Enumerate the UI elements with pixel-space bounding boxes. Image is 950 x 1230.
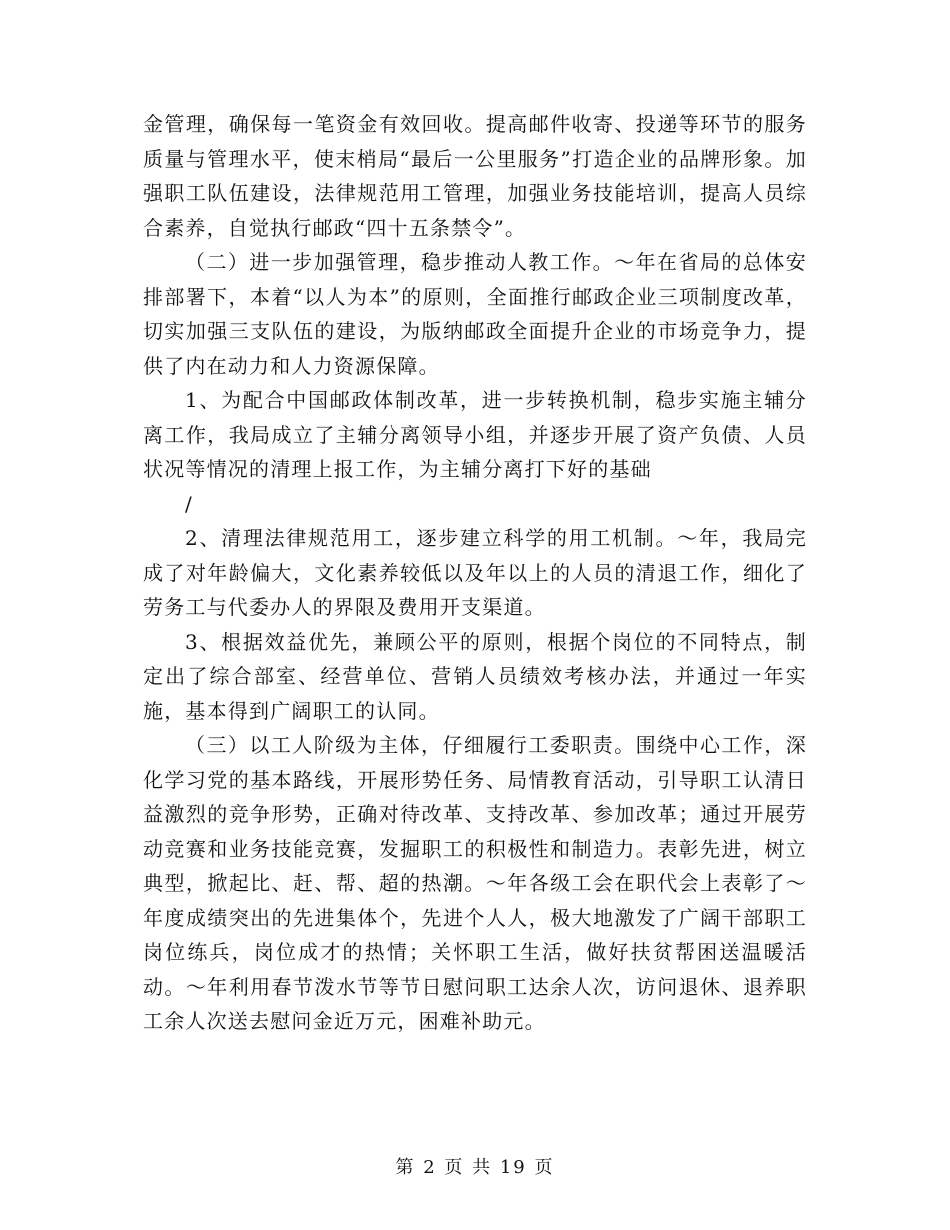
paragraph-item-three: 3、根据效益优先，兼顾公平的原则，根据个岗位的不同特点，制定出了综合部室、经营单位、营销人员绩效考核办法，并通过一年实施，基本得到广阔职工的认同。 (143, 629, 807, 723)
paragraph-slash: / (185, 491, 193, 516)
paragraph-section-two: （二）进一步加强管理，稳步推动人教工作。～年在省局的总体安排部署下，本着“以人为本”的原则，全面推行邮政企业三项制度改革，切实加强三支队伍的建设，为版纳邮政全面提升企业的市场竞争力，提供了内在动力和人力资源保障。 (143, 250, 807, 378)
page-number-footer: 第 2 页 共 19 页 (395, 1157, 555, 1178)
paragraph-item-two: 2、清理法律规范用工，逐步建立科学的用工机制。～年，我局完成了对年龄偏大，文化素养较低以及年以上的人员的清退工作，细化了劳务工与代委办人的界限及费用开支渠道。 (143, 526, 807, 619)
paragraph-item-one: 1、为配合中国邮政体制改革，进一步转换机制，稳步实施主辅分离工作，我局成立了主辅分离领导小组，并逐步开展了资产负债、人员状况等情况的清理上报工作，为主辅分离打下好的基础 (143, 388, 807, 481)
paragraph-section-three: （三）以工人阶级为主体，仔细履行工委职责。围绕中心工作，深化学习党的基本路线，开展形势任务、局情教育活动，引导职工认清日益激烈的竞争形势，正确对待改革、支持改革、参加改革；通过开展劳动竞赛和业务技能竞赛，发掘职工的积极性和制造力。表彰先进，树立典型，掀起比、赶、帮、超的热潮。～年各级工会在职代会上表彰了～年度成绩突出的先进集体个，先进个人人，极大地激发了广阔干部职工岗位练兵，岗位成才的热情；关怀职工生活，做好扶贫帮困送温暖活动。～年利用春节泼水节等节日慰问职工达余人次，访问退休、退养职工余人次送去慰问金近万元，困难补助元。 (143, 733, 807, 1033)
document-body (143, 107, 807, 1039)
paragraph-continuation: 金管理，确保每一笔资金有效回收。提高邮件收寄、投递等环节的服务质量与管理水平，使末梢局“最后一公里服务”打造企业的品牌形象。加强职工队伍建设，法律规范用工管理，加强业务技能培训，提高人员综合素养，自觉执行邮政“四十五条禁令”。 (143, 112, 807, 240)
